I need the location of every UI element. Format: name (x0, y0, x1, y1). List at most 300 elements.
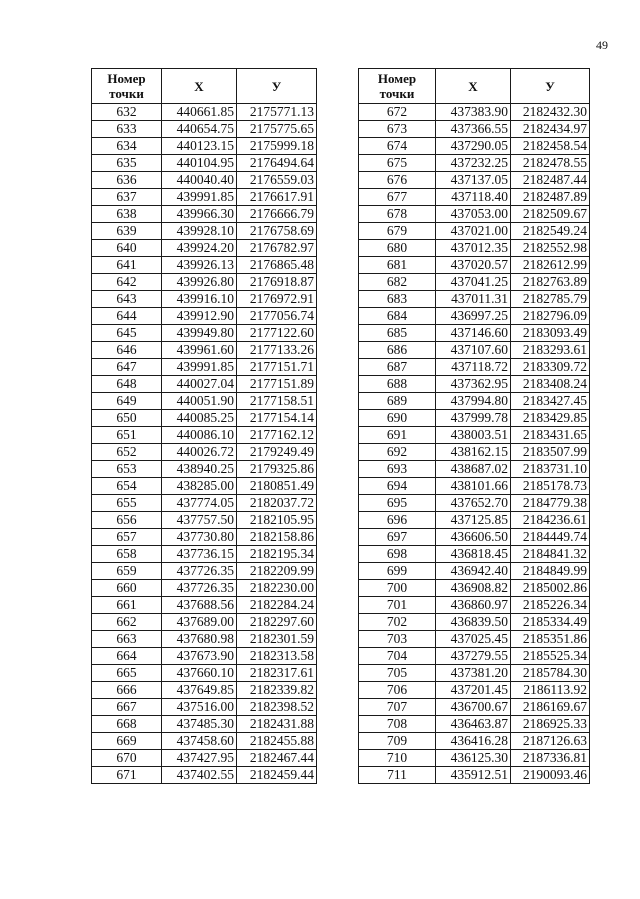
y-coordinate-cell: 2176494.64 (237, 155, 317, 172)
table-header-row (359, 69, 590, 104)
y-coordinate-cell: 2182195.34 (237, 546, 317, 563)
x-header: X (436, 69, 511, 104)
x-coordinate-cell: 437125.85 (436, 512, 511, 529)
x-coordinate-cell: 438285.00 (162, 478, 237, 495)
x-coordinate-cell: 440661.85 (162, 104, 237, 121)
x-coordinate-cell: 436463.87 (436, 716, 511, 733)
table-row (359, 580, 590, 597)
point-number-cell: 642 (92, 274, 162, 291)
table-row (92, 665, 317, 682)
coordinates-table-left (91, 68, 317, 784)
table-row (92, 359, 317, 376)
y-coordinate-cell: 2182037.72 (237, 495, 317, 512)
point-number-cell: 635 (92, 155, 162, 172)
x-coordinate-cell: 436125.30 (436, 750, 511, 767)
y-coordinate-cell: 2186169.67 (511, 699, 590, 716)
y-coordinate-cell: 2184449.74 (511, 529, 590, 546)
y-coordinate-cell: 2187336.81 (511, 750, 590, 767)
y-header: У (237, 69, 317, 104)
y-coordinate-cell: 2182432.30 (511, 104, 590, 121)
point-number-cell: 632 (92, 104, 162, 121)
y-coordinate-cell: 2190093.46 (511, 767, 590, 784)
point-number-header (92, 69, 162, 104)
point-number-cell: 637 (92, 189, 162, 206)
point-number-cell: 681 (359, 257, 436, 274)
table-row (92, 716, 317, 733)
point-number-cell: 695 (359, 495, 436, 512)
y-coordinate-cell: 2185334.49 (511, 614, 590, 631)
table-row (92, 240, 317, 257)
y-coordinate-cell: 2182301.59 (237, 631, 317, 648)
point-number-cell: 643 (92, 291, 162, 308)
point-number-cell: 710 (359, 750, 436, 767)
point-number-cell: 662 (92, 614, 162, 631)
y-coordinate-cell: 2179249.49 (237, 444, 317, 461)
point-number-cell: 705 (359, 665, 436, 682)
y-coordinate-cell: 2185178.73 (511, 478, 590, 495)
table-row (359, 189, 590, 206)
table-row (92, 138, 317, 155)
x-coordinate-cell: 437021.00 (436, 223, 511, 240)
y-coordinate-cell: 2177151.71 (237, 359, 317, 376)
table-row (359, 155, 590, 172)
table-row (359, 733, 590, 750)
point-number-cell: 659 (92, 563, 162, 580)
table-row (359, 172, 590, 189)
point-number-cell: 656 (92, 512, 162, 529)
point-number-cell: 694 (359, 478, 436, 495)
y-coordinate-cell: 2182284.24 (237, 597, 317, 614)
x-coordinate-cell: 437736.15 (162, 546, 237, 563)
point-number-cell: 685 (359, 325, 436, 342)
table-row (359, 682, 590, 699)
table-row (359, 478, 590, 495)
x-coordinate-cell: 440086.10 (162, 427, 237, 444)
x-coordinate-cell: 437689.00 (162, 614, 237, 631)
x-header: X (162, 69, 237, 104)
x-coordinate-cell: 437999.78 (436, 410, 511, 427)
point-number-cell: 654 (92, 478, 162, 495)
point-number-cell: 688 (359, 376, 436, 393)
x-coordinate-cell: 437994.80 (436, 393, 511, 410)
x-coordinate-cell: 440040.40 (162, 172, 237, 189)
point-number-cell: 645 (92, 325, 162, 342)
table-row (92, 563, 317, 580)
x-coordinate-cell: 438940.25 (162, 461, 237, 478)
x-coordinate-cell: 437146.60 (436, 325, 511, 342)
point-number-cell: 634 (92, 138, 162, 155)
x-coordinate-cell: 437232.25 (436, 155, 511, 172)
point-number-cell: 689 (359, 393, 436, 410)
table-row (359, 546, 590, 563)
y-coordinate-cell: 2182455.88 (237, 733, 317, 750)
y-coordinate-cell: 2179325.86 (237, 461, 317, 478)
y-coordinate-cell: 2182317.61 (237, 665, 317, 682)
x-coordinate-cell: 437012.35 (436, 240, 511, 257)
x-coordinate-cell: 439926.13 (162, 257, 237, 274)
point-number-cell: 650 (92, 410, 162, 427)
y-coordinate-cell: 2176972.91 (237, 291, 317, 308)
point-number-cell: 663 (92, 631, 162, 648)
table-row (92, 614, 317, 631)
point-number-cell: 649 (92, 393, 162, 410)
table-row (359, 648, 590, 665)
table-row (92, 325, 317, 342)
y-coordinate-cell: 2185351.86 (511, 631, 590, 648)
point-number-cell: 690 (359, 410, 436, 427)
y-coordinate-cell: 2182434.97 (511, 121, 590, 138)
table-row (359, 444, 590, 461)
table-row (92, 512, 317, 529)
table-row (92, 189, 317, 206)
table-row (359, 359, 590, 376)
x-coordinate-cell: 437726.35 (162, 563, 237, 580)
table-header-row (92, 69, 317, 104)
x-coordinate-cell: 435912.51 (436, 767, 511, 784)
y-coordinate-cell: 2176782.97 (237, 240, 317, 257)
point-number-cell: 655 (92, 495, 162, 512)
y-coordinate-cell: 2183731.10 (511, 461, 590, 478)
table-row (92, 580, 317, 597)
table-row (92, 631, 317, 648)
point-number-cell: 692 (359, 444, 436, 461)
y-coordinate-cell: 2185226.34 (511, 597, 590, 614)
table-row (359, 716, 590, 733)
y-coordinate-cell: 2187126.63 (511, 733, 590, 750)
table-row (359, 291, 590, 308)
y-coordinate-cell: 2183293.61 (511, 342, 590, 359)
table-row (359, 274, 590, 291)
point-number-cell: 682 (359, 274, 436, 291)
point-number-cell: 684 (359, 308, 436, 325)
table-row (359, 427, 590, 444)
x-coordinate-cell: 440027.04 (162, 376, 237, 393)
x-coordinate-cell: 438162.15 (436, 444, 511, 461)
x-coordinate-cell: 438101.66 (436, 478, 511, 495)
y-coordinate-cell: 2182763.89 (511, 274, 590, 291)
table-row (359, 223, 590, 240)
table-row (92, 410, 317, 427)
table-row (92, 121, 317, 138)
x-coordinate-cell: 436416.28 (436, 733, 511, 750)
point-number-cell: 709 (359, 733, 436, 750)
table-row (359, 699, 590, 716)
y-coordinate-cell: 2182458.54 (511, 138, 590, 155)
y-coordinate-cell: 2177122.60 (237, 325, 317, 342)
point-number-cell: 633 (92, 121, 162, 138)
x-coordinate-cell: 437201.45 (436, 682, 511, 699)
table-row (92, 529, 317, 546)
y-coordinate-cell: 2176666.79 (237, 206, 317, 223)
y-coordinate-cell: 2184849.99 (511, 563, 590, 580)
table-row (359, 750, 590, 767)
x-coordinate-cell: 437118.72 (436, 359, 511, 376)
x-coordinate-cell: 439961.60 (162, 342, 237, 359)
x-coordinate-cell: 439949.80 (162, 325, 237, 342)
y-coordinate-cell: 2182297.60 (237, 614, 317, 631)
table-row (92, 699, 317, 716)
table-row (359, 614, 590, 631)
x-coordinate-cell: 439966.30 (162, 206, 237, 223)
x-coordinate-cell: 437485.30 (162, 716, 237, 733)
table-row (359, 308, 590, 325)
y-coordinate-cell: 2183427.45 (511, 393, 590, 410)
x-coordinate-cell: 440051.90 (162, 393, 237, 410)
x-coordinate-cell: 436942.40 (436, 563, 511, 580)
x-coordinate-cell: 439928.10 (162, 223, 237, 240)
table-row (92, 104, 317, 121)
x-coordinate-cell: 437680.98 (162, 631, 237, 648)
point-number-cell: 706 (359, 682, 436, 699)
y-coordinate-cell: 2182796.09 (511, 308, 590, 325)
x-coordinate-cell: 437730.80 (162, 529, 237, 546)
x-coordinate-cell: 437652.70 (436, 495, 511, 512)
y-coordinate-cell: 2183408.24 (511, 376, 590, 393)
table-row (359, 665, 590, 682)
y-coordinate-cell: 2182158.86 (237, 529, 317, 546)
table-row (92, 427, 317, 444)
y-coordinate-cell: 2176865.48 (237, 257, 317, 274)
table-row (92, 223, 317, 240)
point-number-cell: 703 (359, 631, 436, 648)
point-number-cell: 687 (359, 359, 436, 376)
table-row (92, 461, 317, 478)
table-row (92, 478, 317, 495)
table-row (92, 495, 317, 512)
x-coordinate-cell: 436606.50 (436, 529, 511, 546)
y-coordinate-cell: 2183431.65 (511, 427, 590, 444)
y-coordinate-cell: 2182398.52 (237, 699, 317, 716)
table-row (92, 257, 317, 274)
table-row (92, 376, 317, 393)
x-coordinate-cell: 439991.85 (162, 189, 237, 206)
x-coordinate-cell: 437774.05 (162, 495, 237, 512)
x-coordinate-cell: 436839.50 (436, 614, 511, 631)
table-row (359, 121, 590, 138)
point-number-cell: 683 (359, 291, 436, 308)
table-row (92, 172, 317, 189)
x-coordinate-cell: 437362.95 (436, 376, 511, 393)
x-coordinate-cell: 437279.55 (436, 648, 511, 665)
x-coordinate-cell: 437383.90 (436, 104, 511, 121)
point-number-cell: 639 (92, 223, 162, 240)
point-number-header-line1: Номер (107, 71, 146, 86)
point-number-cell: 701 (359, 597, 436, 614)
y-coordinate-cell: 2184779.38 (511, 495, 590, 512)
point-number-cell: 702 (359, 614, 436, 631)
x-coordinate-cell: 436997.25 (436, 308, 511, 325)
table-row (92, 308, 317, 325)
table-row (359, 325, 590, 342)
point-number-cell: 647 (92, 359, 162, 376)
point-number-cell: 646 (92, 342, 162, 359)
table-row (359, 631, 590, 648)
point-number-cell: 636 (92, 172, 162, 189)
y-coordinate-cell: 2182509.67 (511, 206, 590, 223)
point-number-cell: 693 (359, 461, 436, 478)
x-coordinate-cell: 440123.15 (162, 138, 237, 155)
table-row (359, 512, 590, 529)
point-number-cell: 666 (92, 682, 162, 699)
table-row (359, 206, 590, 223)
x-coordinate-cell: 437649.85 (162, 682, 237, 699)
table-row (359, 240, 590, 257)
y-coordinate-cell: 2182785.79 (511, 291, 590, 308)
table-row (92, 767, 317, 784)
x-coordinate-cell: 439926.80 (162, 274, 237, 291)
y-coordinate-cell: 2184236.61 (511, 512, 590, 529)
table-row (359, 393, 590, 410)
point-number-cell: 660 (92, 580, 162, 597)
point-number-cell: 640 (92, 240, 162, 257)
point-number-cell: 651 (92, 427, 162, 444)
table-row (92, 291, 317, 308)
y-coordinate-cell: 2182549.24 (511, 223, 590, 240)
point-number-cell: 677 (359, 189, 436, 206)
table-row (359, 495, 590, 512)
y-coordinate-cell: 2176559.03 (237, 172, 317, 189)
x-coordinate-cell: 437041.25 (436, 274, 511, 291)
point-number-cell: 675 (359, 155, 436, 172)
point-number-cell: 680 (359, 240, 436, 257)
table-row (359, 257, 590, 274)
point-number-cell: 671 (92, 767, 162, 784)
x-coordinate-cell: 439916.10 (162, 291, 237, 308)
table-row (92, 274, 317, 291)
point-number-cell: 667 (92, 699, 162, 716)
x-coordinate-cell: 436818.45 (436, 546, 511, 563)
x-coordinate-cell: 439924.20 (162, 240, 237, 257)
x-coordinate-cell: 437458.60 (162, 733, 237, 750)
y-coordinate-cell: 2176918.87 (237, 274, 317, 291)
y-coordinate-cell: 2177154.14 (237, 410, 317, 427)
point-number-cell: 696 (359, 512, 436, 529)
y-coordinate-cell: 2177056.74 (237, 308, 317, 325)
x-coordinate-cell: 440085.25 (162, 410, 237, 427)
y-coordinate-cell: 2182209.99 (237, 563, 317, 580)
x-coordinate-cell: 438687.02 (436, 461, 511, 478)
y-coordinate-cell: 2182487.44 (511, 172, 590, 189)
table-row (359, 104, 590, 121)
point-number-cell: 708 (359, 716, 436, 733)
y-coordinate-cell: 2176617.91 (237, 189, 317, 206)
x-coordinate-cell: 437118.40 (436, 189, 511, 206)
x-coordinate-cell: 440026.72 (162, 444, 237, 461)
table-row (92, 733, 317, 750)
point-number-cell: 686 (359, 342, 436, 359)
point-number-cell: 638 (92, 206, 162, 223)
x-coordinate-cell: 437366.55 (436, 121, 511, 138)
y-coordinate-cell: 2182478.55 (511, 155, 590, 172)
y-coordinate-cell: 2185002.86 (511, 580, 590, 597)
point-number-cell: 679 (359, 223, 436, 240)
point-number-cell: 707 (359, 699, 436, 716)
y-coordinate-cell: 2175775.65 (237, 121, 317, 138)
y-coordinate-cell: 2184841.32 (511, 546, 590, 563)
y-coordinate-cell: 2180851.49 (237, 478, 317, 495)
point-number-cell: 658 (92, 546, 162, 563)
table-row (92, 546, 317, 563)
x-coordinate-cell: 437660.10 (162, 665, 237, 682)
y-coordinate-cell: 2182487.89 (511, 189, 590, 206)
point-number-cell: 678 (359, 206, 436, 223)
point-number-cell: 641 (92, 257, 162, 274)
y-coordinate-cell: 2175999.18 (237, 138, 317, 155)
y-coordinate-cell: 2177162.12 (237, 427, 317, 444)
point-number-header-line1: Номер (377, 71, 417, 86)
table-row (92, 597, 317, 614)
x-coordinate-cell: 439912.90 (162, 308, 237, 325)
point-number-cell: 648 (92, 376, 162, 393)
y-coordinate-cell: 2182467.44 (237, 750, 317, 767)
x-coordinate-cell: 437427.95 (162, 750, 237, 767)
x-coordinate-cell: 437137.05 (436, 172, 511, 189)
point-number-cell: 711 (359, 767, 436, 784)
table-body-right (359, 104, 590, 784)
table-row (359, 461, 590, 478)
point-number-cell: 657 (92, 529, 162, 546)
x-coordinate-cell: 436860.97 (436, 597, 511, 614)
point-number-header-line2: точки (109, 86, 144, 101)
point-number-cell: 704 (359, 648, 436, 665)
x-coordinate-cell: 438003.51 (436, 427, 511, 444)
x-coordinate-cell: 436908.82 (436, 580, 511, 597)
y-coordinate-cell: 2177151.89 (237, 376, 317, 393)
point-number-cell: 672 (359, 104, 436, 121)
y-coordinate-cell: 2186925.33 (511, 716, 590, 733)
table-row (359, 529, 590, 546)
point-number-header-line2: точки (379, 86, 415, 101)
x-coordinate-cell: 436700.67 (436, 699, 511, 716)
point-number-cell: 676 (359, 172, 436, 189)
point-number-cell: 698 (359, 546, 436, 563)
point-number-cell: 652 (92, 444, 162, 461)
x-coordinate-cell: 437290.05 (436, 138, 511, 155)
x-coordinate-cell: 437025.45 (436, 631, 511, 648)
y-coordinate-cell: 2183309.72 (511, 359, 590, 376)
table-body-left (92, 104, 317, 784)
point-number-cell: 697 (359, 529, 436, 546)
table-row (359, 376, 590, 393)
y-coordinate-cell: 2183507.99 (511, 444, 590, 461)
y-coordinate-cell: 2183093.49 (511, 325, 590, 342)
y-coordinate-cell: 2182313.58 (237, 648, 317, 665)
x-coordinate-cell: 440654.75 (162, 121, 237, 138)
point-number-cell: 674 (359, 138, 436, 155)
x-coordinate-cell: 437516.00 (162, 699, 237, 716)
x-coordinate-cell: 437688.56 (162, 597, 237, 614)
y-coordinate-cell: 2183429.85 (511, 410, 590, 427)
y-coordinate-cell: 2182339.82 (237, 682, 317, 699)
point-number-cell: 691 (359, 427, 436, 444)
table-row (92, 682, 317, 699)
x-coordinate-cell: 437011.31 (436, 291, 511, 308)
table-row (359, 767, 590, 784)
point-number-cell: 661 (92, 597, 162, 614)
table-row (92, 648, 317, 665)
x-coordinate-cell: 437402.55 (162, 767, 237, 784)
x-coordinate-cell: 437726.35 (162, 580, 237, 597)
x-coordinate-cell: 437053.00 (436, 206, 511, 223)
point-number-cell: 664 (92, 648, 162, 665)
y-coordinate-cell: 2186113.92 (511, 682, 590, 699)
point-number-cell: 669 (92, 733, 162, 750)
point-number-header (359, 69, 436, 104)
point-number-cell: 644 (92, 308, 162, 325)
coordinates-table-right (358, 68, 590, 784)
page-number: 49 (596, 38, 608, 52)
y-coordinate-cell: 2182459.44 (237, 767, 317, 784)
